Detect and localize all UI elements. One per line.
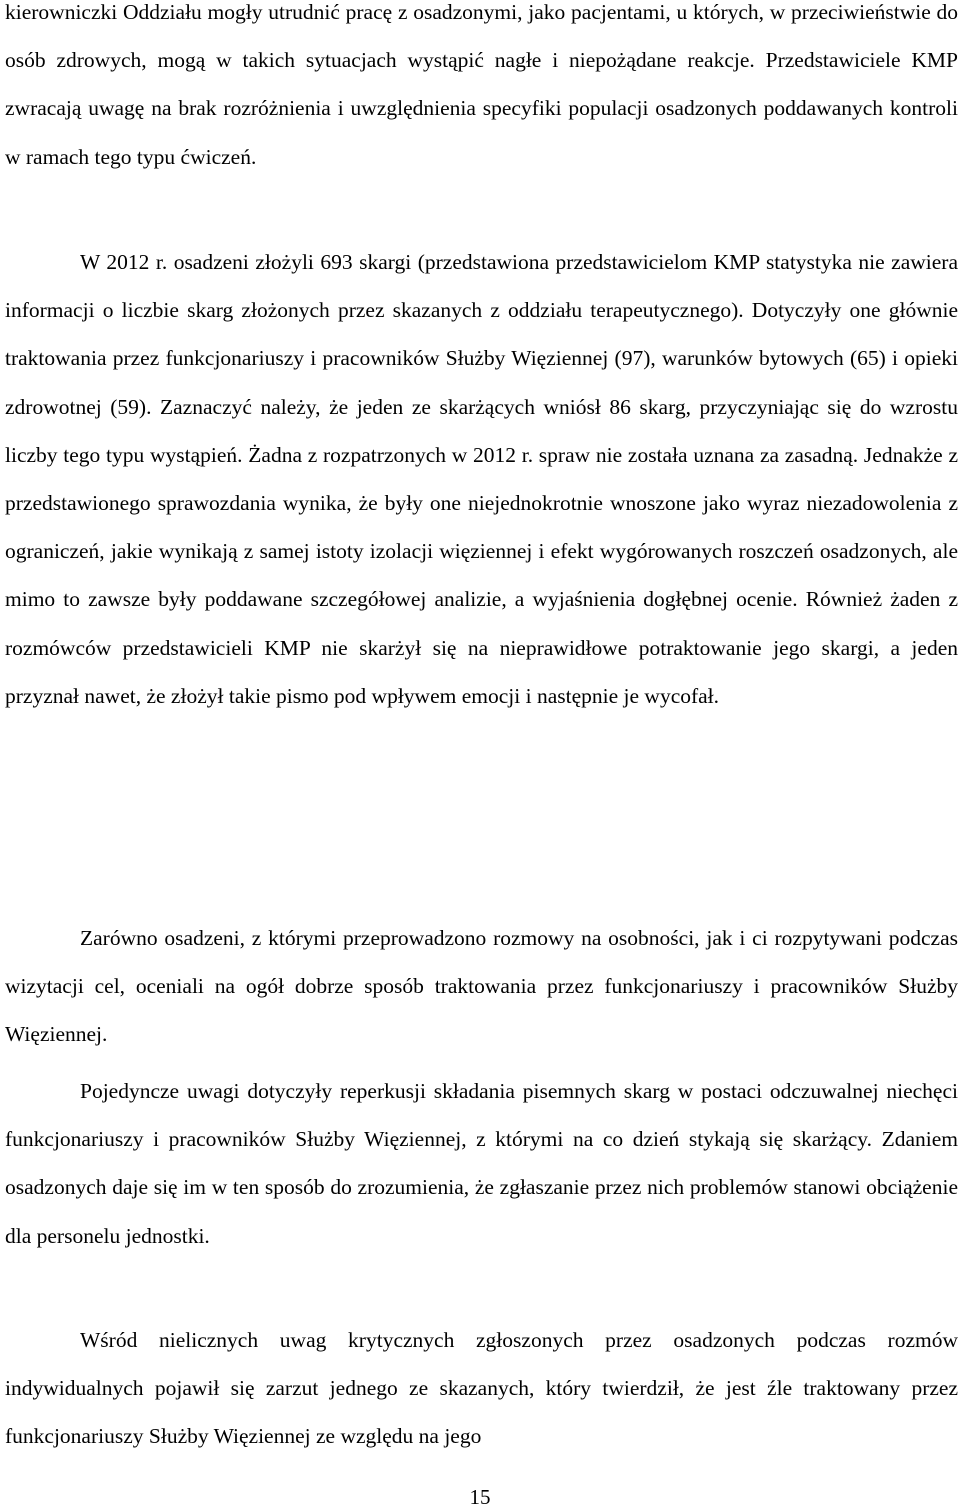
paragraph-treatment-assessment: Zarówno osadzeni, z którymi przeprowadzono rozmowy na osobności, jak i ci rozpytywani podczas wizytacji cel, oceniali na ogół dobrze sposób traktowania przez funkcjonariuszy i pracowników Służby Więziennej. [5,926,958,1047]
paragraph-complaint-repercussions: Pojedyncze uwagi dotyczyły reperkusji składania pisemnych skarg w postaci odczuwalnej niechęci funkcjonariuszy i pracowników Służby Więziennej, z którymi na co dzień stykają się skarżący. Zdaniem osadzonych daje się im w ten sposób do zrozumienia, że zgłaszanie przez nich problemów stanowi obciążenie dla personelu jednostki. [5,1079,958,1248]
paragraph-complaints-2012: W 2012 r. osadzeni złożyli 693 skargi (przedstawiona przedstawicielom KMP statystyka nie zawiera informacji o liczbie skarg złożonych przez skazanych z oddziału terapeutycznego). Dotyczyły one głównie traktowania przez funkcjonariuszy i pracowników Służby Więziennej (97), warunków bytowych (65) i opieki zdrowotnej (59). Zaznaczyć należy, że jeden ze skarżących wniósł 86 skarg, przyczyniając się do wzrostu liczby tego typu wystąpień. Żadna z rozpatrzonych w 2012 r. spraw nie została uznana za zasadną. Jednakże z przedstawionego sprawozdania wynika, że były one niejednokrotnie wnoszone jako wyraz niezadowolenia z ograniczeń, jakie wynikają z samej istoty izolacji więziennej i efekt wygórowanych roszczeń osadzonych, ale mimo to zawsze były poddawane szczegółowej analizie, a wyjaśnienia dogłębnej ocenie. Również żaden z rozmówców przedstawicieli KMP nie skarżył się na nieprawidłowe potraktowanie jego skargi, a jeden przyznał nawet, że złożył takie pismo pod wpływem emocji i następnie je wycofał. [5,250,958,708]
page-number: 15 [469,1485,491,1509]
paragraph-continuation: kierowniczki Oddziału mogły utrudnić pracę z osadzonymi, jako pacjentami, u których, w przeciwieństwie do osób zdrowych, mogą w takich sytuacjach wystąpić nagłe i niepożądane reakcje. Przedstawiciele KMP zwracają uwagę na brak rozróżnienia i uwzględnienia specyfiki populacji osadzonych poddawanych kontroli w ramach tego typu ćwiczeń. [5,0,958,169]
paragraph-critical-remarks: Wśród nielicznych uwag krytycznych zgłoszonych przez osadzonych podczas rozmów indywidualnych pojawił się zarzut jednego ze skazanych, który twierdził, że jest źle traktowany przez funkcjonariuszy Służby Więziennej ze względu na jego [5,1328,958,1449]
